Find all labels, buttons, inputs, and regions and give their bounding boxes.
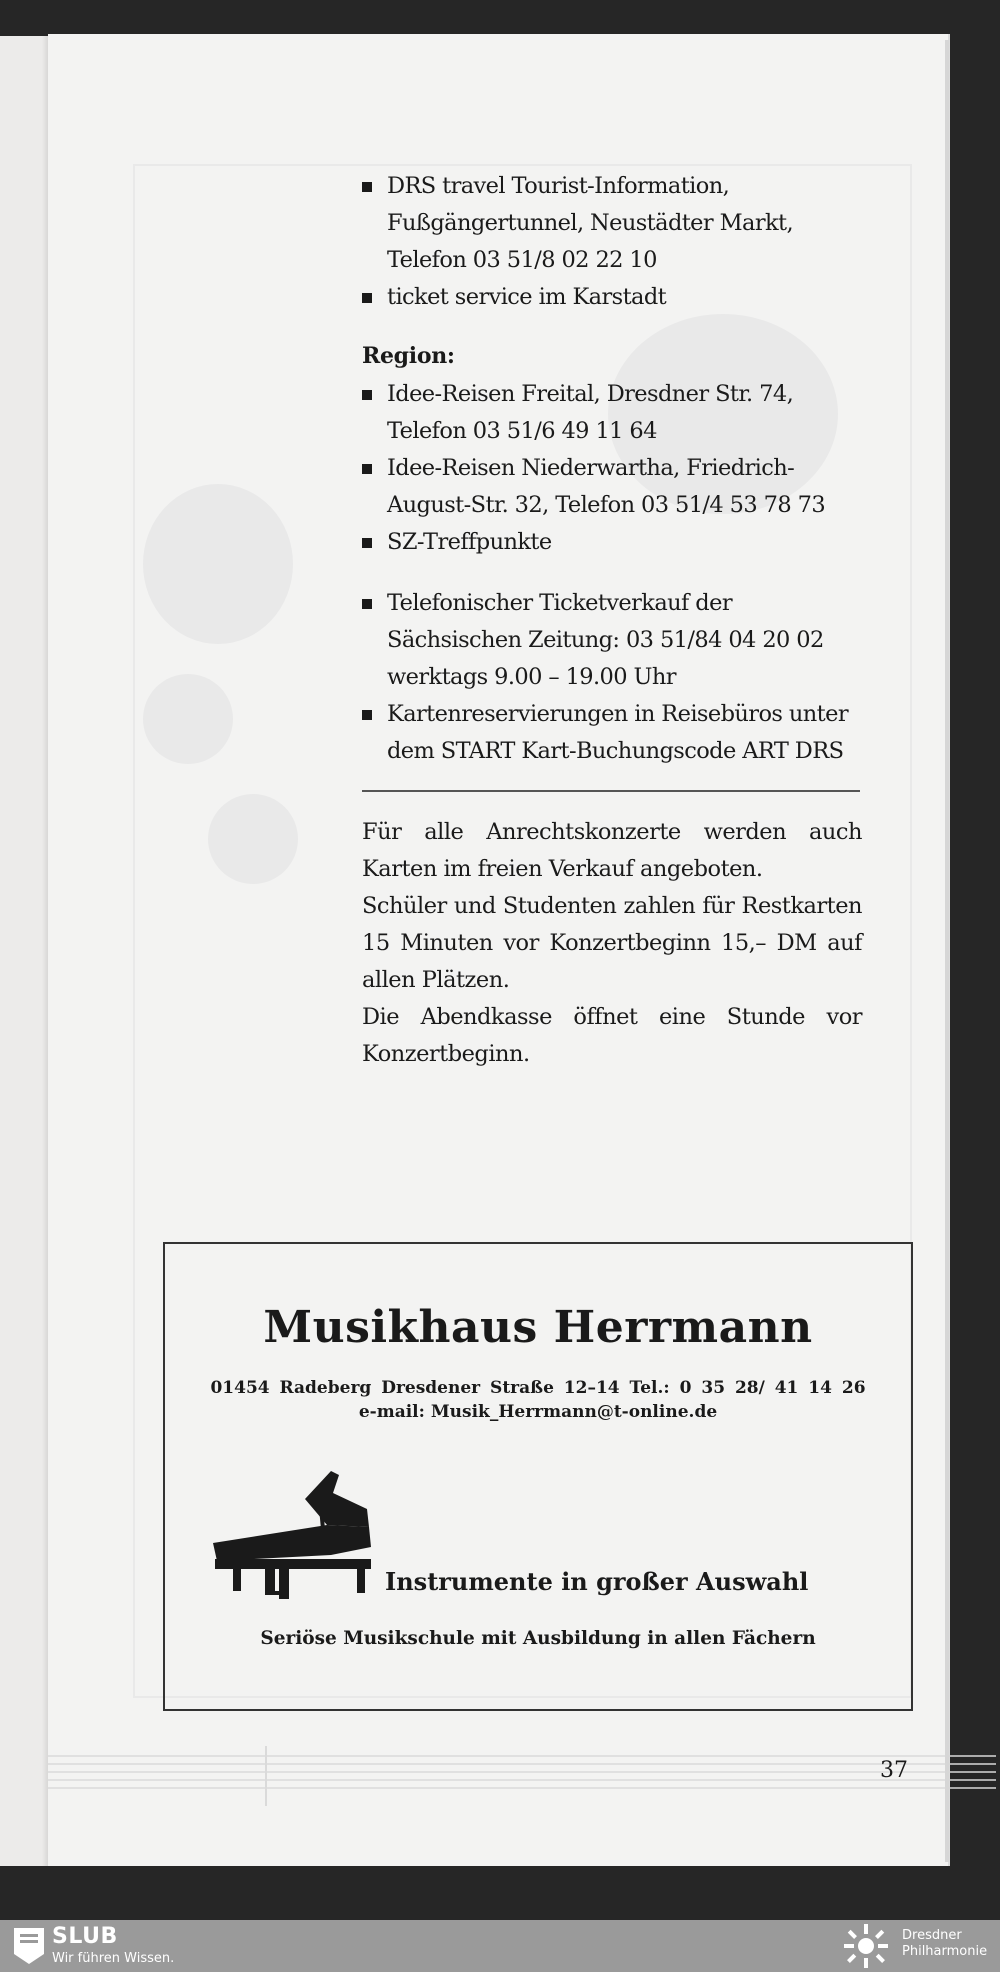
show-through-shape	[208, 794, 298, 884]
info-paragraph: Für alle Anrechtskonzerte werden auch Karten im freien Verkauf angeboten.	[362, 819, 862, 882]
section-divider	[362, 790, 860, 792]
document-page	[48, 34, 948, 1866]
slub-logo-icon	[14, 1928, 44, 1968]
item-line: Telefon 03 51/6 49 11 64	[387, 418, 657, 444]
item-line: Fußgängertunnel, Neustädter Markt,	[387, 210, 794, 236]
ad-email: e-mail: Musik_Herrmann@t-online.de	[358, 1402, 718, 1422]
item-line: Sächsischen Zeitung: 03 51/84 04 20 02	[387, 627, 824, 653]
region-list	[362, 376, 862, 561]
grand-piano-icon	[207, 1469, 379, 1605]
show-through-shape	[143, 484, 293, 644]
bullet-square-icon	[362, 293, 372, 303]
item-line: Kartenreservierungen in Reisebüros unter	[387, 701, 848, 727]
list-item	[362, 524, 862, 561]
info-paragraph: Die Abendkasse öffnet eine Stunde vor Konzertbeginn.	[362, 1004, 862, 1067]
bullet-square-icon	[362, 710, 372, 720]
list-item	[362, 450, 862, 524]
item-line: DRS travel Tourist-Information,	[387, 173, 730, 199]
sales-points-list	[362, 168, 862, 316]
page-number: 37	[880, 1758, 908, 1783]
list-item	[362, 279, 862, 316]
item-line: Idee-Reisen Freital, Dresdner Str. 74,	[387, 381, 794, 407]
advertisement-box	[163, 1242, 913, 1711]
item-line: Telefon 03 51/8 02 22 10	[387, 247, 657, 273]
decorative-staff-lines	[48, 1746, 996, 1806]
list-item	[362, 585, 862, 696]
bullet-square-icon	[362, 538, 372, 548]
info-paragraph: Schüler und Studenten zahlen für Restkarten 15 Minuten vor Konzertbeginn 15,– DM auf allen Plätzen.	[362, 893, 862, 993]
item-line: Idee-Reisen Niederwartha, Friedrich-	[387, 455, 795, 481]
partner-name-line: Dresdner	[902, 1928, 962, 1943]
phone-sales-list	[362, 585, 862, 770]
ticket-info-column	[362, 168, 862, 1073]
bullet-square-icon	[362, 599, 372, 609]
list-item	[362, 168, 862, 279]
item-line: Telefonischer Ticketverkauf der	[387, 590, 732, 616]
show-through-shape	[143, 674, 233, 764]
ad-tagline: Instrumente in großer Auswahl	[385, 1567, 809, 1596]
ad-school-line: Seriöse Musikschule mit Ausbildung in allen Fächern	[260, 1628, 816, 1649]
footer-bar	[0, 1920, 1000, 1972]
list-item	[362, 696, 862, 770]
bullet-square-icon	[362, 390, 372, 400]
bullet-square-icon	[362, 464, 372, 474]
ad-address: 01454 Radeberg Dresdener Straße 12–14 Tel.: 0 35 28/ 41 14 26	[210, 1378, 866, 1398]
bullet-square-icon	[362, 182, 372, 192]
item-line: dem START Kart-Buchungscode ART DRS	[387, 738, 844, 764]
item-line: werktags 9.00 – 19.00 Uhr	[387, 664, 676, 690]
library-name: SLUB	[52, 1924, 118, 1949]
list-item	[362, 376, 862, 450]
partner-name-line: Philharmonie	[902, 1944, 988, 1959]
partner-name	[902, 1928, 987, 1960]
library-slogan: Wir führen Wissen.	[52, 1951, 175, 1966]
item-line: August-Str. 32, Telefon 03 51/4 53 78 73	[387, 492, 826, 518]
facing-page-edge	[0, 36, 49, 1866]
item-line: SZ-Treffpunkte	[387, 529, 552, 555]
philharmonie-logo-icon	[842, 1924, 890, 1972]
ad-title: Musikhaus Herrmann	[263, 1302, 813, 1353]
region-heading: Region:	[362, 343, 455, 369]
item-line: ticket service im Karstadt	[387, 284, 667, 310]
page-edge-shadow	[945, 40, 949, 1862]
